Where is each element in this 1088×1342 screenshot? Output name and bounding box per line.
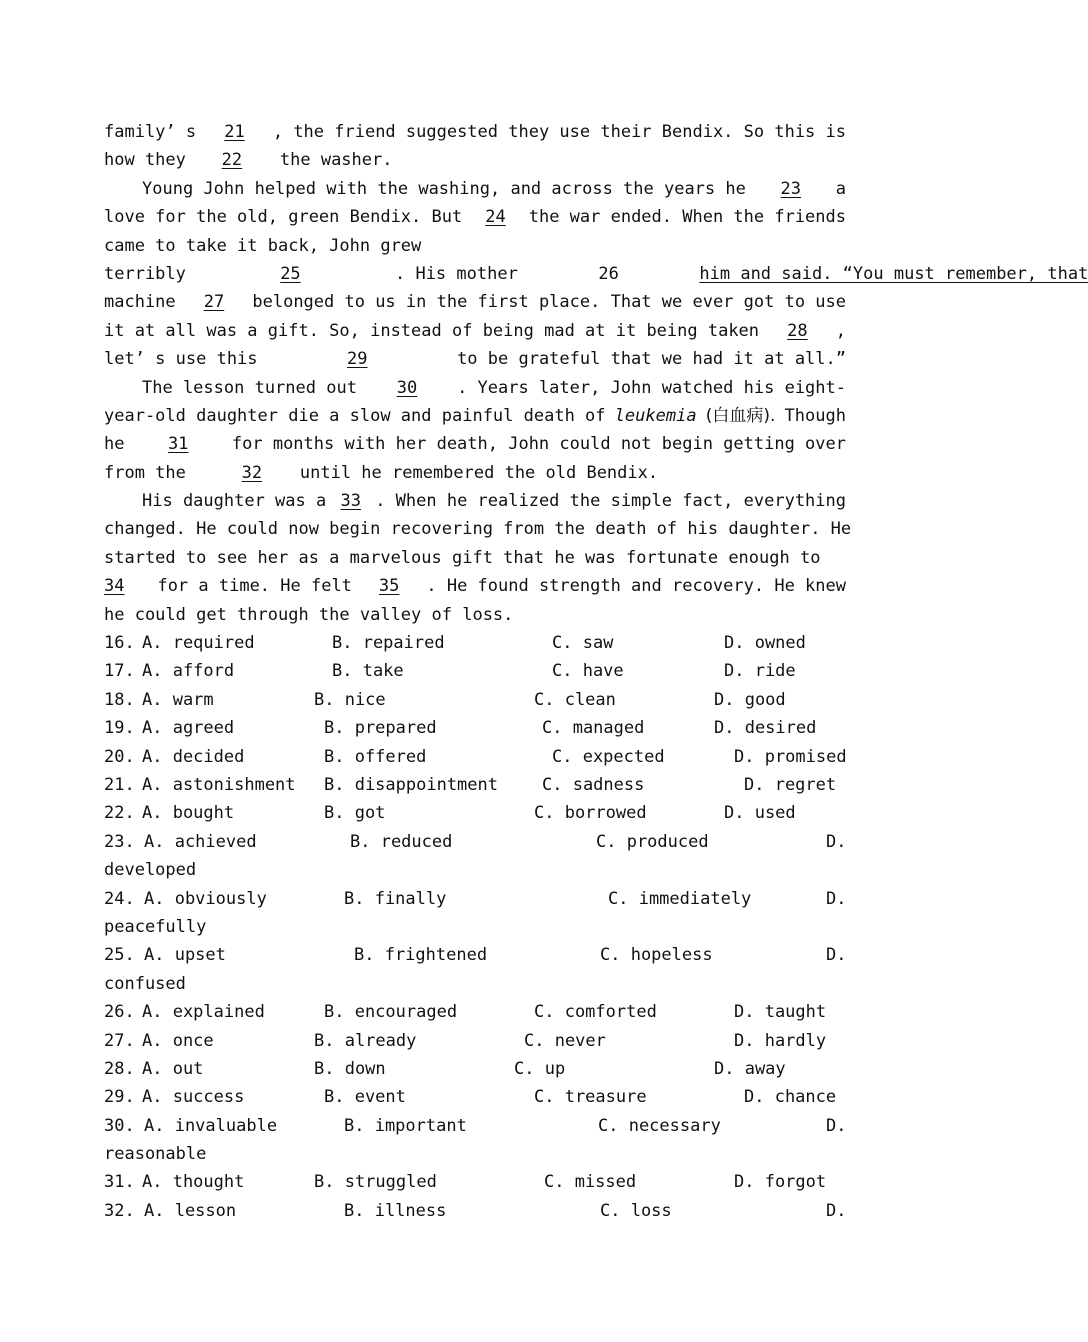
option-b: B. repaired [332,633,445,654]
passage-line: The lesson turned out 30 . Years later, John watched his eight- [104,374,846,402]
blank-33: 33 [340,491,361,512]
passage-line: terribly 25 . His mother 26 him and said. “You must remember, that [104,260,846,288]
option-d: D. [826,888,847,909]
question-number: 23. [104,831,135,852]
option-d: D. [826,945,847,966]
option-a: A. astonishment [142,774,296,795]
question-row [104,629,846,657]
blank-27: 27 [203,292,225,313]
option-c: C. have [552,661,624,682]
option-b: B. got [324,803,386,824]
question-number: 31. [104,1172,135,1193]
blank-30: 30 [396,377,418,398]
option-d: D. taught [734,1002,827,1023]
option-a: A. out [142,1058,204,1079]
option-c: C. hopeless [600,945,713,966]
question-row [104,1197,846,1225]
option-c: C. produced [596,831,709,852]
passage-line: he could get through the valley of loss. [104,604,514,625]
option-d: D. promised [734,746,847,767]
question-row [104,1112,846,1140]
passage-line: His daughter was a 33 . When he realized the simple fact, everything [104,487,846,515]
passage-line: year-old daughter die a slow and painful death of leukemia (白血病). Though [104,402,846,430]
option-a: A. invaluable [144,1115,278,1136]
option-a: A. success [142,1087,245,1108]
question-row [104,771,846,799]
question-row [104,1027,846,1055]
question-number: 30. [104,1115,135,1136]
question-number: 18. [104,689,135,710]
option-a: A. required [142,633,255,654]
option-b: B. take [332,661,404,682]
option-d: D. regret [744,774,837,795]
passage-line: machine 27 belonged to us in the first place. That we ever got to use [104,288,846,316]
question-row [104,743,846,771]
question-number: 27. [104,1030,135,1051]
option-b: B. nice [314,689,386,710]
passage-line: 34 for a time. He felt 35 . He found strength and recovery. He knew [104,572,846,600]
option-c: C. immediately [608,888,752,909]
question-row [104,657,846,685]
option-d: D. good [714,689,786,710]
option-d: D. used [724,803,796,824]
option-d: D. away [714,1058,786,1079]
option-b: B. reduced [350,831,453,852]
question-number: 22. [104,803,135,824]
option-d: D. chance [744,1087,837,1108]
option-c: C. necessary [598,1115,721,1136]
option-b: B. disappointment [324,774,498,795]
option-d: D. hardly [734,1030,827,1051]
question-row [104,885,846,913]
option-a: A. warm [142,689,214,710]
option-a: A. bought [142,803,235,824]
option-d-continued: confused [104,973,186,994]
question-row [104,941,846,969]
option-b: B. down [314,1058,386,1079]
passage-line: started to see her as a marvelous gift that he was fortunate enough to [104,547,821,568]
option-a: A. achieved [144,831,257,852]
option-d: D. [826,1115,847,1136]
question-number: 16. [104,633,135,654]
question-number: 28. [104,1058,135,1079]
question-row [104,1168,846,1196]
passage-line: let’ s use this 29 to be grateful that we had it at all.” [104,345,846,373]
option-a: A. upset [144,945,226,966]
option-d: D. forgot [734,1172,827,1193]
question-row [104,1055,846,1083]
question-number: 25. [104,945,135,966]
option-d: D. owned [724,633,806,654]
question-number: 32. [104,1200,135,1221]
question-row [104,1083,846,1111]
option-c: C. comforted [534,1002,657,1023]
option-b: B. already [314,1030,417,1051]
question-row [104,998,846,1026]
question-number: 21. [104,774,135,795]
passage-line: came to take it back, John grew [104,235,422,256]
option-c: C. borrowed [534,803,647,824]
blank-21: 21 [224,122,245,142]
option-a: A. decided [142,746,245,767]
blank-29: 29 [347,349,368,370]
option-b: B. important [344,1115,467,1136]
question-number: 17. [104,661,135,682]
option-d: D. [826,1200,847,1221]
option-b: B. illness [344,1200,447,1221]
option-c: C. clean [534,689,616,710]
option-a: A. once [142,1030,214,1051]
option-c: C. sadness [542,774,645,795]
question-number: 24. [104,888,135,909]
blank-22: 22 [221,150,243,171]
option-b: B. event [324,1087,406,1108]
option-a: A. thought [142,1172,245,1193]
option-d-continued: reasonable [104,1144,207,1165]
passage-line: from the 32 until he remembered the old Bendix. [104,459,846,487]
option-b: B. struggled [314,1172,437,1193]
option-c: C. expected [552,746,665,767]
passage-line: how they 22 the washer. [104,146,846,174]
option-b: B. prepared [324,718,437,739]
blank-31: 31 [167,434,189,455]
question-number: 19. [104,718,135,739]
option-c: C. managed [542,718,645,739]
option-b: B. finally [344,888,447,909]
blank-26: him and said. “You must remember, that [699,263,1088,284]
blank-34: 34 [104,576,125,597]
option-d: D. desired [714,718,817,739]
option-c: C. treasure [534,1087,647,1108]
option-d-continued: developed [104,860,197,881]
passage-line: love for the old, green Bendix. But 24 the war ended. When the friends [104,203,846,231]
option-d: D. [826,831,847,852]
option-a: A. afford [142,661,235,682]
option-d-continued: peacefully [104,916,207,937]
option-b: B. frightened [354,945,488,966]
passage-line: family’ s 21 , the friend suggested they use their Bendix. So this is [104,118,846,146]
option-d: D. ride [724,661,796,682]
blank-25: 25 [280,263,301,284]
document-page [104,118,1088,1225]
passage-line: Young John helped with the washing, and across the years he 23 a [104,175,846,203]
passage-line: changed. He could now begin recovering from the death of his daughter. He [104,519,852,540]
option-c: C. saw [552,633,614,654]
option-a: A. agreed [142,718,235,739]
option-b: B. encouraged [324,1002,458,1023]
passage-line: it at all was a gift. So, instead of being mad at it being taken 28 , [104,317,846,345]
option-c: C. never [524,1030,606,1051]
option-c: C. up [514,1058,566,1079]
term-leukemia: leukemia [614,405,697,426]
question-row [104,799,846,827]
question-row [104,714,846,742]
blank-35: 35 [378,576,400,597]
option-b: B. offered [324,746,427,767]
question-row [104,828,846,856]
option-c: C. missed [544,1172,637,1193]
blank-24: 24 [485,207,506,228]
option-c: C. loss [600,1200,672,1221]
blank-28: 28 [787,320,808,341]
question-number: 26. [104,1002,135,1023]
question-list [104,629,846,1225]
blank-32: 32 [241,462,263,483]
question-number: 29. [104,1087,135,1108]
question-row [104,686,846,714]
passage-line: he 31 for months with her death, John could not begin getting over [104,430,846,458]
option-a: A. explained [142,1002,265,1023]
blank-23: 23 [780,178,802,199]
option-a: A. obviously [144,888,267,909]
question-number: 20. [104,746,135,767]
option-a: A. lesson [144,1200,237,1221]
